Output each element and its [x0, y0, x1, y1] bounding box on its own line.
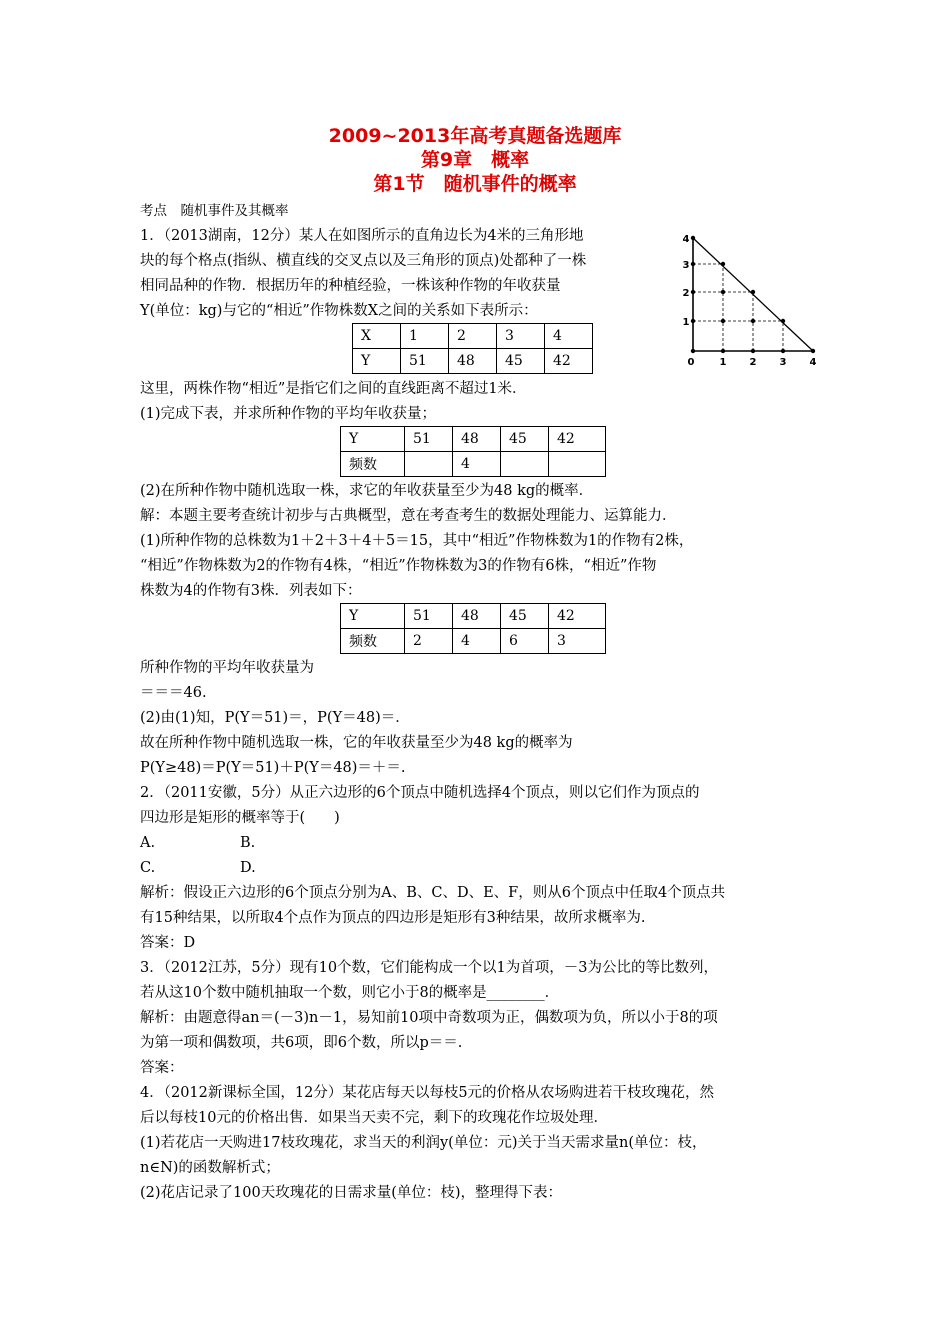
- q2-answer: 答案：D: [140, 935, 196, 951]
- table-cell: 51: [405, 427, 453, 452]
- lattice-point: [721, 349, 725, 353]
- table-cell: 45: [501, 604, 549, 629]
- lattice-point: [751, 319, 755, 323]
- y-tick-label: 3: [682, 260, 690, 271]
- table-cell: 3: [497, 324, 545, 349]
- topic-heading: 考点 随机事件及其概率: [140, 203, 289, 219]
- table-cell: Y: [341, 427, 405, 452]
- q1-line-7: (2)在所种作物中随机选取一株，求它的年收获量至少为48 kg的概率．: [140, 483, 594, 499]
- x-tick-label: 1: [719, 357, 727, 368]
- doc-title: 2009~2013年高考真题备选题库: [328, 125, 622, 147]
- table-cell: 频数: [341, 452, 405, 477]
- q1-line-2: 块的每个格点(指纵、横直线的交叉点以及三角形的顶点)处都种了一株: [140, 253, 587, 269]
- table-row: [353, 324, 593, 349]
- q3-line-1: 3．（2012江苏，5分）现有10个数，它们能构成一个以1为首项，－3为公比的等比数列，: [140, 960, 719, 976]
- table-row: [341, 629, 606, 654]
- q2-option-b: B.: [240, 835, 256, 851]
- frequency-table-blank: [340, 426, 606, 477]
- table-cell: 48: [453, 427, 501, 452]
- q3-analysis-2: 为第一项和偶数项，共6项，即6个数，所以p＝＝.: [140, 1035, 463, 1051]
- q2-option-d: D.: [240, 860, 256, 876]
- table-cell: 3: [549, 629, 606, 654]
- q1-solution-7: (2)由(1)知，P(Y＝51)＝，P(Y＝48)＝．: [140, 710, 410, 726]
- table-row: [341, 427, 606, 452]
- table-cell: 42: [549, 604, 606, 629]
- lattice-point: [721, 290, 725, 294]
- lattice-point: [721, 262, 725, 266]
- lattice-point: [781, 319, 785, 323]
- q2-option-a: A.: [140, 835, 156, 851]
- q2-line-1: 2．（2011安徽，5分）从正六边形的6个顶点中随机选择4个顶点，则以它们作为顶点的: [140, 785, 700, 801]
- table-cell: 2: [405, 629, 453, 654]
- q1-solution-4: 株数为4的作物有3株．列表如下：: [140, 583, 362, 599]
- lattice-point: [691, 290, 695, 294]
- table-cell: 42: [549, 427, 606, 452]
- q1-line-1: 1．（2013湖南，12分）某人在如图所示的直角边长为4米的三角形地: [140, 228, 584, 244]
- q3-answer: 答案：: [140, 1060, 184, 1076]
- table-cell: [405, 452, 453, 477]
- q1-line-3: 相同品种的作物．根据历年的种植经验，一株该种作物的年收获量: [140, 278, 561, 294]
- lattice-point: [721, 319, 725, 323]
- q2-option-c: C.: [140, 860, 156, 876]
- q4-line-5: (2)花店记录了100天玫瑰花的日需求量(单位：枝)，整理得下表：: [140, 1185, 563, 1201]
- grid-lines: [693, 264, 783, 351]
- x-tick-label: 0: [687, 357, 695, 368]
- q4-line-2: 后以每枝10元的价格出售．如果当天卖不完，剩下的玫瑰花作垃圾处理．: [140, 1110, 608, 1126]
- q1-solution-8: 故在所种作物中随机选取一株，它的年收获量至少为48 kg的概率为: [140, 735, 573, 751]
- table-cell: 45: [497, 349, 545, 374]
- table-cell: 4: [545, 324, 593, 349]
- lattice-point: [751, 349, 755, 353]
- lattice-point: [811, 349, 815, 353]
- q1-solution-6: ＝＝＝46.: [140, 685, 207, 701]
- q1-solution-1: 解：本题主要考查统计初步与古典概型，意在考查考生的数据处理能力、运算能力．: [140, 508, 677, 524]
- table-cell: 51: [401, 349, 449, 374]
- lattice-point: [751, 290, 755, 294]
- q1-line-5: 这里，两株作物“相近”是指它们之间的直线距离不超过1米．: [140, 381, 527, 397]
- q1-line-4: Y(单位：kg)与它的“相近”作物株数X之间的关系如下表所示：: [140, 303, 538, 319]
- q1-solution-3: “相近”作物株数为2的作物有4株，“相近”作物株数为3的作物有6株，“相近”作物: [140, 558, 657, 574]
- table-cell: 6: [501, 629, 549, 654]
- table-cell: Y: [353, 349, 401, 374]
- q2-analysis-1: 解析：假设正六边形的6个顶点分别为A、B、C、D、E、F，则从6个顶点中任取4个顶点共: [140, 885, 726, 901]
- x-tick-label: 4: [809, 357, 817, 368]
- y-tick-label: 4: [682, 234, 690, 245]
- chapter-title: 第9章 概率: [420, 149, 530, 171]
- frequency-table-filled: [340, 603, 606, 654]
- lattice-point: [781, 349, 785, 353]
- y-tick-label: 2: [682, 288, 690, 299]
- lattice-point: [691, 349, 695, 353]
- table-cell: 4: [453, 452, 501, 477]
- q1-solution-5: 所种作物的平均年收获量为: [140, 660, 314, 676]
- table-row: [341, 604, 606, 629]
- q4-line-4: n∈N)的函数解析式；: [140, 1160, 280, 1176]
- lattice-point: [691, 262, 695, 266]
- table-cell: Y: [341, 604, 405, 629]
- q3-line-2: 若从这10个数中随机抽取一个数，则它小于8的概率是________．: [140, 985, 560, 1001]
- table-cell: 2: [449, 324, 497, 349]
- xy-table: [352, 323, 593, 374]
- table-cell: [549, 452, 606, 477]
- table-cell: 42: [545, 349, 593, 374]
- table-cell: 45: [501, 427, 549, 452]
- table-cell: 48: [453, 604, 501, 629]
- x-tick-label: 2: [749, 357, 757, 368]
- triangle-grid-figure: [676, 228, 826, 368]
- q1-line-6: (1)完成下表，并求所种作物的平均年收获量；: [140, 406, 437, 422]
- q1-solution-9: P(Y≥48)＝P(Y＝51)＋P(Y＝48)＝＋＝.: [140, 760, 406, 776]
- table-cell: 51: [405, 604, 453, 629]
- q1-solution-2: (1)所种作物的总株数为1＋2＋3＋4＋5＝15，其中“相近”作物株数为1的作物有2株，: [140, 533, 694, 549]
- x-tick-label: 3: [779, 357, 787, 368]
- table-cell: 48: [449, 349, 497, 374]
- q4-line-3: (1)若花店一天购进17枝玫瑰花，求当天的利润y(单位：元)关于当天需求量n(单位：枝，: [140, 1135, 707, 1151]
- y-tick-label: 1: [682, 317, 690, 328]
- q2-line-2: 四边形是矩形的概率等于( ): [140, 810, 340, 826]
- q4-line-1: 4．（2012新课标全国，12分）某花店每天以每枝5元的价格从农场购进若干枝玫瑰花，然: [140, 1085, 715, 1101]
- table-cell: 1: [401, 324, 449, 349]
- table-row: [341, 452, 606, 477]
- table-cell: 频数: [341, 629, 405, 654]
- q2-analysis-2: 有15种结果，以所取4个点作为顶点的四边形是矩形有3种结果，故所求概率为.: [140, 910, 646, 926]
- table-cell: [501, 452, 549, 477]
- table-row: [353, 349, 593, 374]
- table-cell: 4: [453, 629, 501, 654]
- table-cell: X: [353, 324, 401, 349]
- lattice-point: [691, 236, 695, 240]
- section-title: 第1节 随机事件的概率: [373, 173, 577, 195]
- q3-analysis-1: 解析：由题意得an＝(－3)n－1，易知前10项中奇数项为正，偶数项为负，所以小于8的项: [140, 1010, 718, 1026]
- lattice-point: [691, 319, 695, 323]
